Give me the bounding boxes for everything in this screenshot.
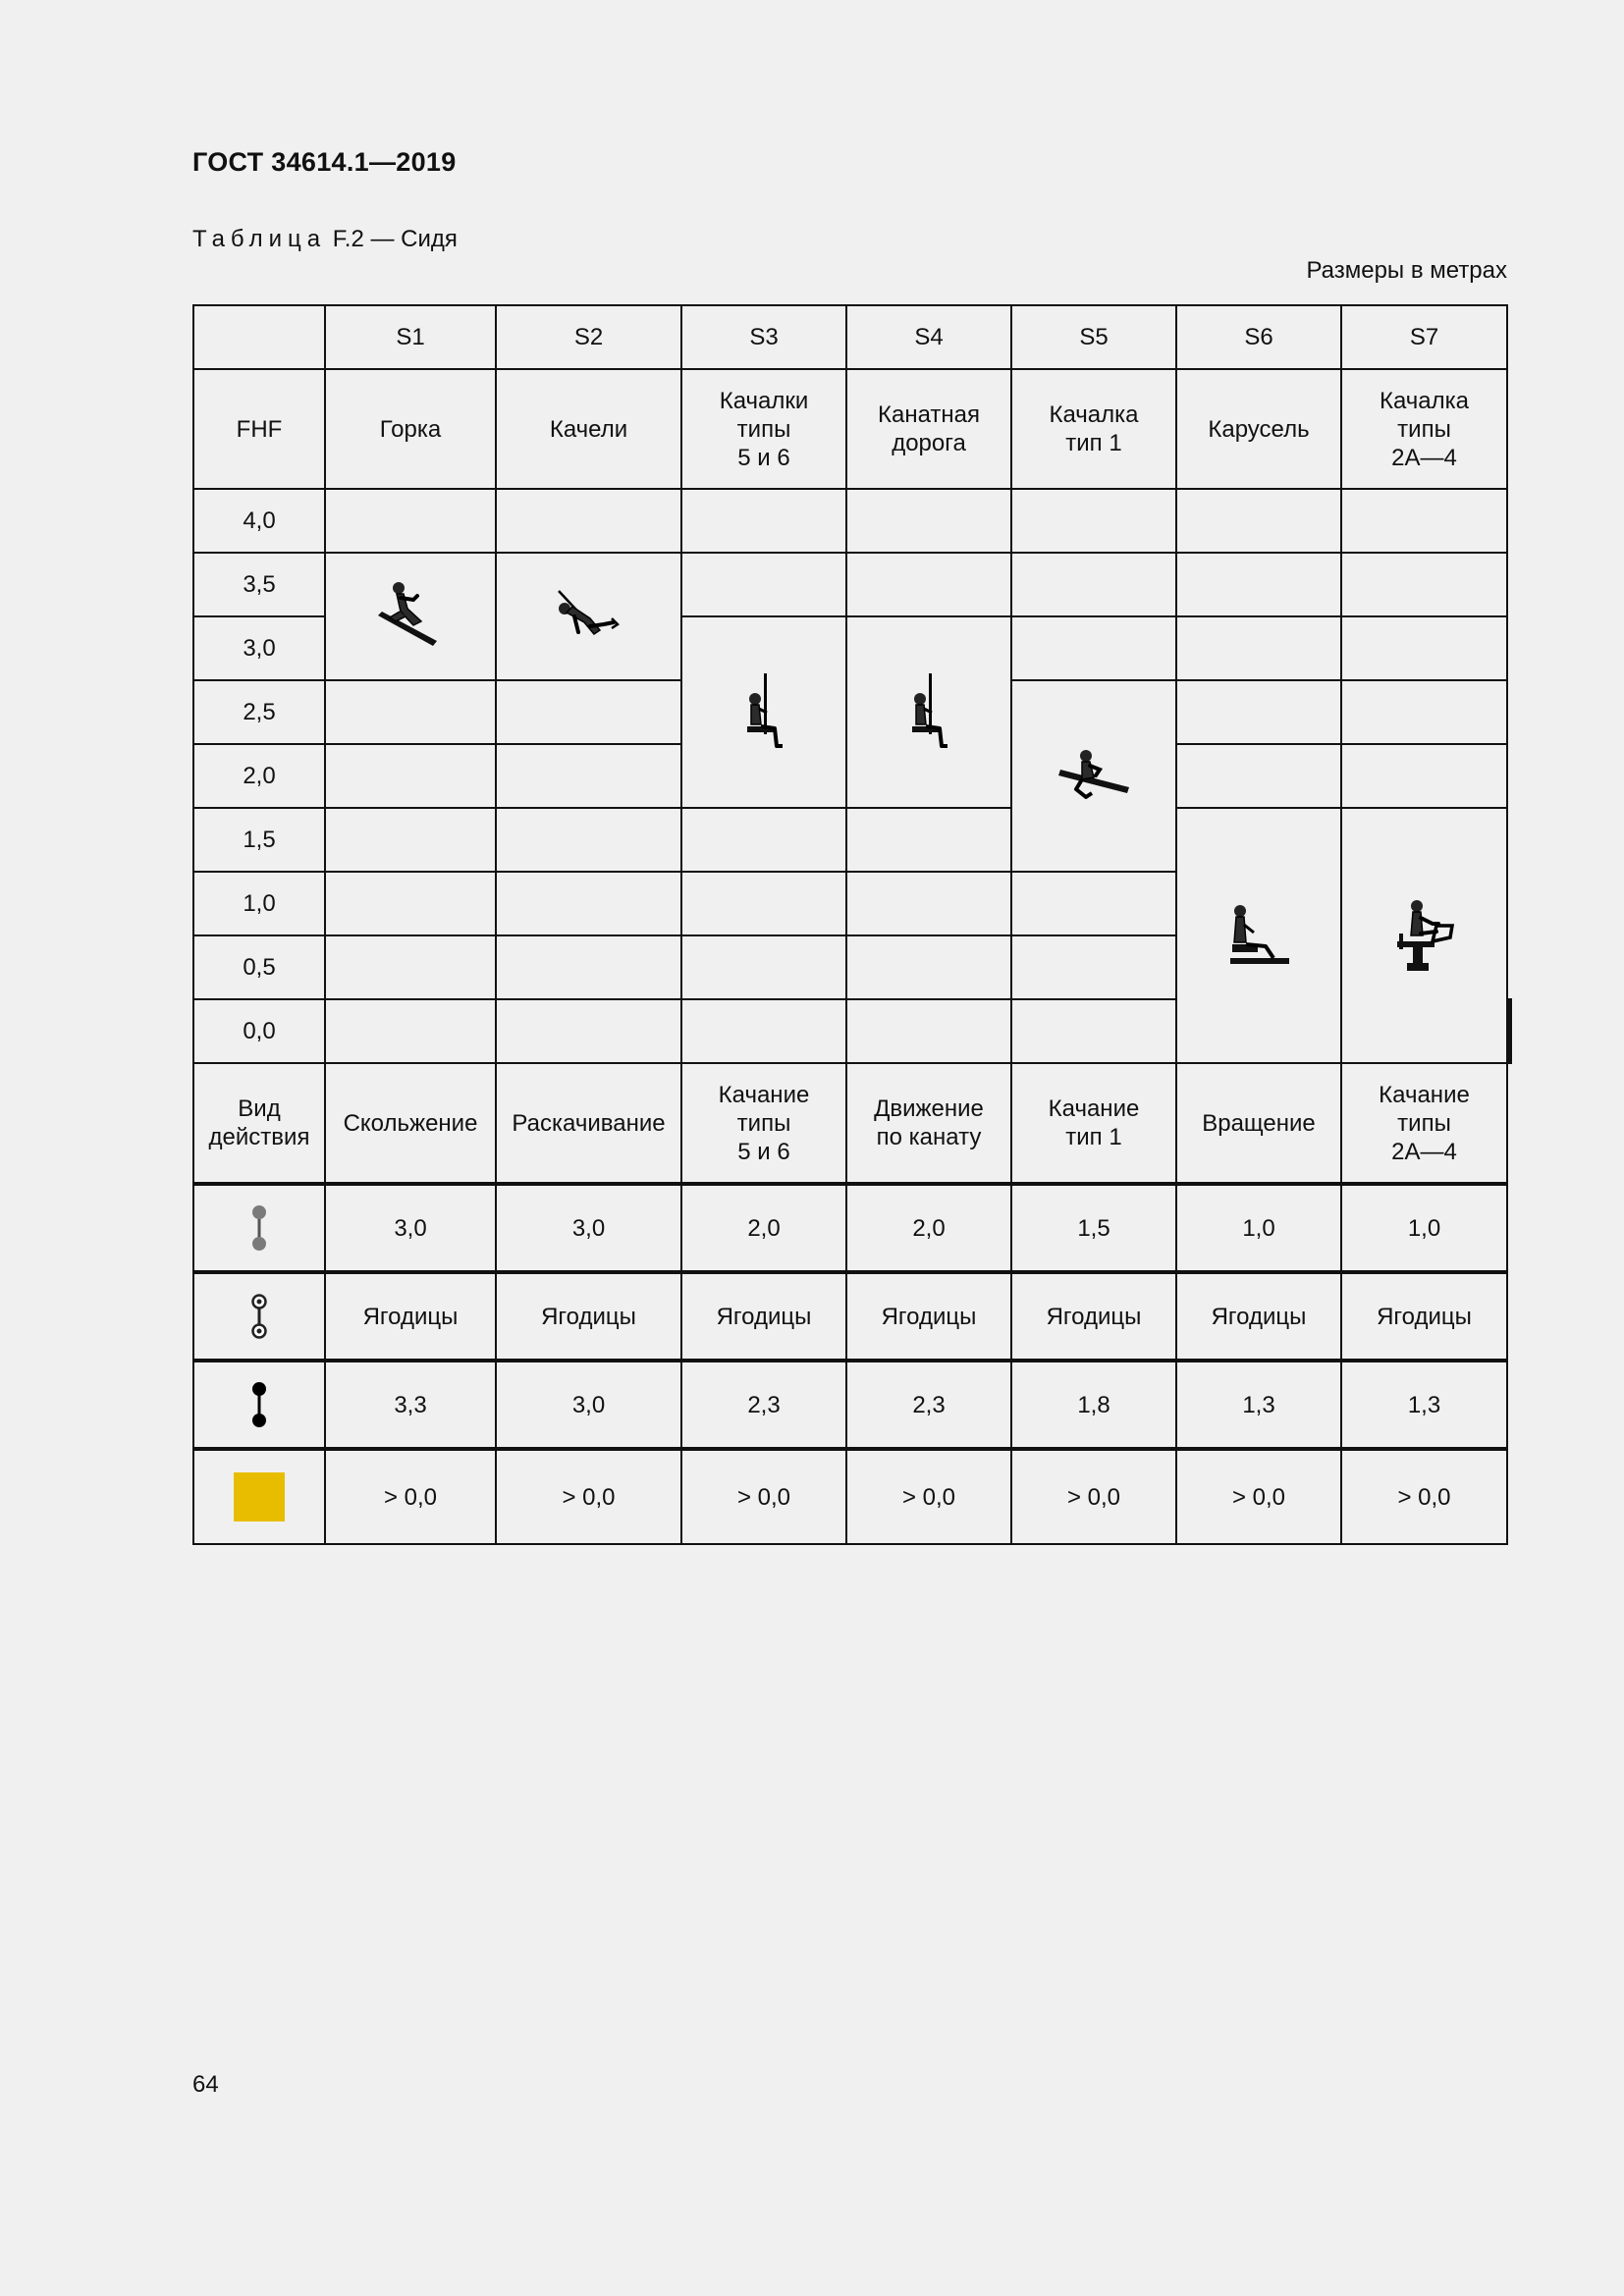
grid-cell <box>325 872 496 935</box>
action-name: Качание тип 1 <box>1011 1063 1176 1184</box>
value-cell: > 0,0 <box>1341 1449 1507 1544</box>
grid-cell <box>1176 680 1341 744</box>
grid-cell <box>1011 553 1176 616</box>
figure-cell-s6 <box>1176 808 1341 1063</box>
grid-cell <box>1341 553 1507 616</box>
row-icon-cell <box>193 1272 325 1361</box>
grid-cell <box>325 744 496 808</box>
grid-cell <box>1011 872 1176 935</box>
grid-cell <box>1176 616 1341 680</box>
height-label: 2,5 <box>193 680 325 744</box>
column-header: S1 <box>325 305 496 369</box>
rocker-type1-figure-icon <box>1056 748 1131 805</box>
value-cell: > 0,0 <box>496 1449 681 1544</box>
rocker-2a4-figure-icon <box>1393 898 1456 973</box>
value-cell: 3,0 <box>496 1361 681 1449</box>
document-title: ГОСТ 34614.1—2019 <box>192 147 457 177</box>
value-cell: Ягодицы <box>496 1272 681 1361</box>
column-header-row <box>193 305 1511 369</box>
height-label: 2,0 <box>193 744 325 808</box>
height-label: 0,0 <box>193 999 325 1063</box>
value-cell: 2,3 <box>846 1361 1011 1449</box>
grid-cell <box>1011 935 1176 999</box>
value-cell: Ягодицы <box>1011 1272 1176 1361</box>
row-icon-cell <box>193 1449 325 1544</box>
units-note: Размеры в метрах <box>1306 257 1507 284</box>
value-cell: > 0,0 <box>681 1449 846 1544</box>
grid-cell <box>681 553 846 616</box>
height-label: 3,0 <box>193 616 325 680</box>
value-cell: Ягодицы <box>681 1272 846 1361</box>
equipment-name: Качели <box>496 369 681 489</box>
height-row <box>193 553 1511 616</box>
grid-cell <box>1011 616 1176 680</box>
fhf-label: FHF <box>193 369 325 489</box>
value-cell: > 0,0 <box>325 1449 496 1544</box>
value-cell: 3,0 <box>325 1184 496 1272</box>
grid-cell <box>325 999 496 1063</box>
table-caption-text: F.2 — Сидя <box>332 226 458 252</box>
figure-cell-s1 <box>325 553 496 680</box>
column-header: S6 <box>1176 305 1341 369</box>
grid-cell <box>1011 999 1176 1063</box>
equipment-name: Качалка типы 2А—4 <box>1341 369 1507 489</box>
value-cell: Ягодицы <box>1341 1272 1507 1361</box>
impact-area-row <box>193 1272 1511 1361</box>
action-name: Раскачивание <box>496 1063 681 1184</box>
row-icon-cell <box>193 1361 325 1449</box>
fall-height-row <box>193 1184 1511 1272</box>
free-height-row <box>193 1361 1511 1449</box>
grid-cell <box>681 999 846 1063</box>
value-cell: 2,3 <box>681 1361 846 1449</box>
height-row <box>193 489 1511 553</box>
equipment-name: Горка <box>325 369 496 489</box>
grid-cell <box>496 935 681 999</box>
value-cell: 1,0 <box>1341 1184 1507 1272</box>
grid-cell <box>1176 489 1341 553</box>
equipment-name: Качалка тип 1 <box>1011 369 1176 489</box>
table-caption <box>192 226 458 253</box>
height-label: 1,0 <box>193 872 325 935</box>
value-cell: Ягодицы <box>325 1272 496 1361</box>
action-name: Качание типы 5 и 6 <box>681 1063 846 1184</box>
grid-cell <box>681 935 846 999</box>
yellow-surface-swatch-icon <box>234 1472 285 1522</box>
value-cell: 1,3 <box>1176 1361 1341 1449</box>
figure-cell-s7 <box>1341 808 1507 1063</box>
grid-cell <box>325 935 496 999</box>
equipment-name: Качалки типы 5 и 6 <box>681 369 846 489</box>
value-cell: 1,5 <box>1011 1184 1176 1272</box>
height-row <box>193 808 1511 872</box>
action-name: Движение по канату <box>846 1063 1011 1184</box>
height-label: 0,5 <box>193 935 325 999</box>
fall-height-table <box>192 304 1512 1545</box>
value-cell: Ягодицы <box>1176 1272 1341 1361</box>
value-cell: 2,0 <box>681 1184 846 1272</box>
grid-cell <box>846 489 1011 553</box>
value-cell: 1,0 <box>1176 1184 1341 1272</box>
column-header: S2 <box>496 305 681 369</box>
dumbbell-gray-icon <box>249 1205 269 1251</box>
column-header: S4 <box>846 305 1011 369</box>
grid-cell <box>496 999 681 1063</box>
action-row <box>193 1063 1511 1184</box>
carousel-seated-figure-icon <box>1226 903 1291 968</box>
grid-cell <box>1341 616 1507 680</box>
value-cell: 3,0 <box>496 1184 681 1272</box>
column-header: S7 <box>1341 305 1507 369</box>
height-label: 1,5 <box>193 808 325 872</box>
grid-cell <box>846 808 1011 872</box>
value-cell: > 0,0 <box>1176 1449 1341 1544</box>
grid-cell <box>846 553 1011 616</box>
height-label: 3,5 <box>193 553 325 616</box>
action-label: Вид действия <box>193 1063 325 1184</box>
slide-sitting-figure-icon <box>376 580 445 653</box>
grid-cell <box>325 489 496 553</box>
grid-cell <box>1341 489 1507 553</box>
column-header: S5 <box>1011 305 1176 369</box>
value-cell: > 0,0 <box>1011 1449 1176 1544</box>
rocker-seated-figure-icon <box>739 671 788 754</box>
grid-cell <box>1176 553 1341 616</box>
height-label: 4,0 <box>193 489 325 553</box>
value-cell: 3,3 <box>325 1361 496 1449</box>
figure-cell-s2 <box>496 553 681 680</box>
value-cell: 1,8 <box>1011 1361 1176 1449</box>
figure-cell-s3 <box>681 616 846 808</box>
grid-cell <box>1341 680 1507 744</box>
grid-cell <box>325 680 496 744</box>
action-name: Вращение <box>1176 1063 1341 1184</box>
grid-cell <box>496 744 681 808</box>
action-name: Скольжение <box>325 1063 496 1184</box>
grid-cell <box>325 808 496 872</box>
grid-cell <box>1509 999 1511 1063</box>
grid-cell <box>1341 744 1507 808</box>
dumbbell-black-icon <box>249 1382 269 1427</box>
value-cell: 2,0 <box>846 1184 1011 1272</box>
grid-cell <box>496 872 681 935</box>
grid-cell <box>1176 744 1341 808</box>
grid-cell <box>846 935 1011 999</box>
page-number: 64 <box>192 2071 219 2098</box>
grid-cell <box>1011 489 1176 553</box>
value-cell: > 0,0 <box>846 1449 1011 1544</box>
row-icon-cell <box>193 1184 325 1272</box>
grid-cell <box>681 872 846 935</box>
action-name: Качание типы 2А—4 <box>1341 1063 1507 1184</box>
grid-cell <box>681 808 846 872</box>
figure-cell-s5 <box>1011 680 1176 872</box>
grid-cell <box>496 489 681 553</box>
corner-cell <box>193 305 325 369</box>
surfacing-row <box>193 1449 1511 1544</box>
grid-cell <box>496 808 681 872</box>
swing-figure-icon <box>555 587 623 646</box>
grid-cell <box>846 872 1011 935</box>
column-header: S3 <box>681 305 846 369</box>
grid-cell <box>846 999 1011 1063</box>
grid-cell <box>496 680 681 744</box>
equipment-row <box>193 369 1511 489</box>
equipment-name: Канатная дорога <box>846 369 1011 489</box>
cableway-seated-figure-icon <box>904 671 953 754</box>
value-cell: 1,3 <box>1341 1361 1507 1449</box>
table-caption-word: Таблица <box>192 226 327 252</box>
dumbbell-target-icon <box>249 1294 269 1339</box>
figure-cell-s4 <box>846 616 1011 808</box>
value-cell: Ягодицы <box>846 1272 1011 1361</box>
equipment-name: Карусель <box>1176 369 1341 489</box>
grid-cell <box>681 489 846 553</box>
